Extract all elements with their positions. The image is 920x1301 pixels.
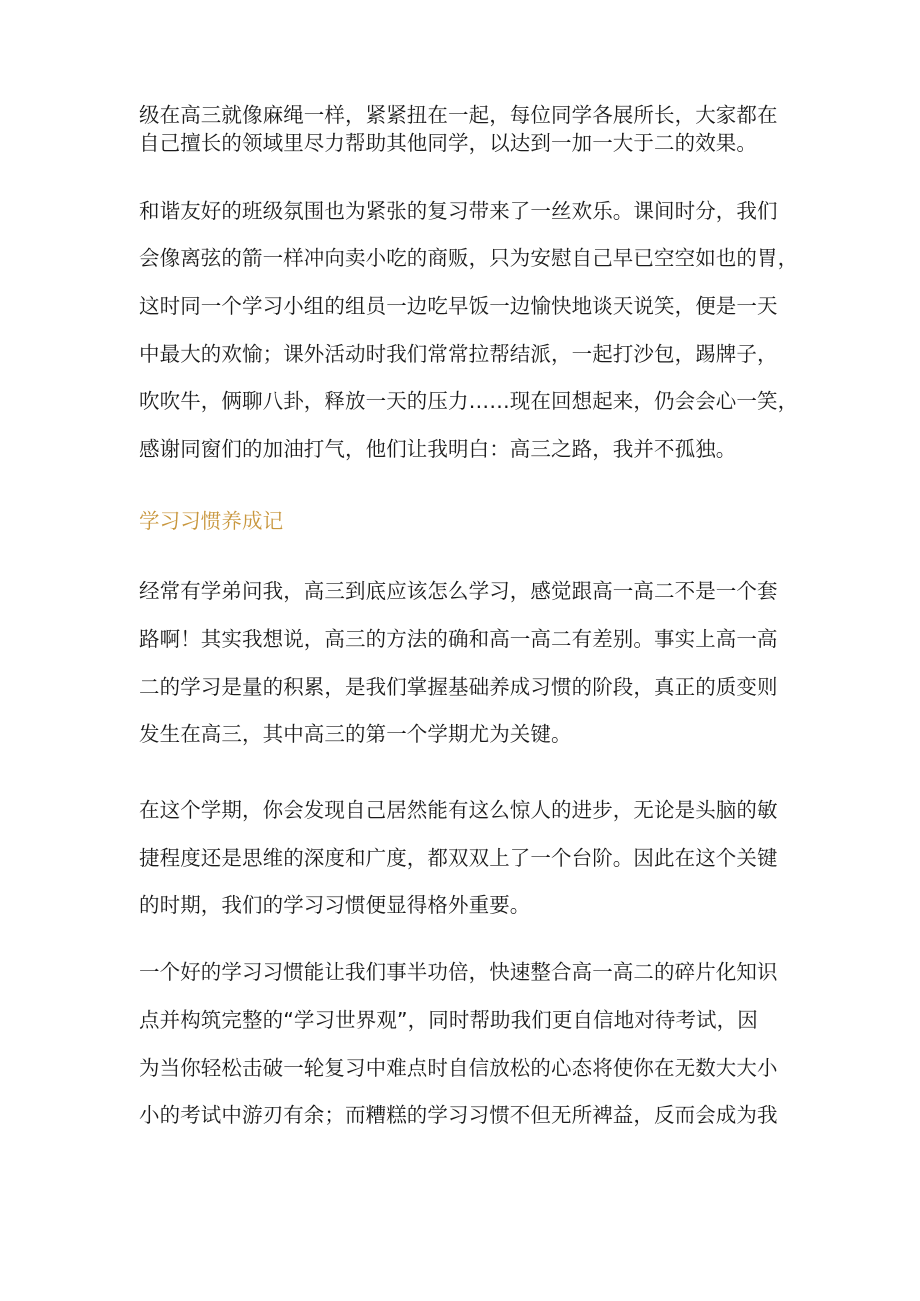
paragraph-5-line-3: 为当你轻松击破一轮复习中难点时自信放松的心态将使你在无数大大小: [139, 1056, 778, 1080]
paragraph-1-line-1: 级在高三就像麻绳一样，紧紧扭在一起，每位同学各展所长，大家都在: [139, 103, 778, 127]
paragraph-1-line-2: 自己擅长的领域里尽力帮助其他同学，以达到一加一大于二的效果。: [139, 131, 757, 155]
paragraph-2-line-2: 会像离弦的箭一样冲向卖小吃的商贩，只为安慰自己早已空空如也的胃，: [139, 246, 799, 270]
paragraph-5-line-4: 小的考试中游刃有余；而糟糕的学习习惯不但无所裨益，反而会成为我: [139, 1103, 778, 1127]
paragraph-3-line-3: 二的学习是量的积累，是我们掌握基础养成习惯的阶段，真正的质变则: [139, 675, 778, 699]
paragraph-2-line-3: 这时同一个学习小组的组员一边吃早饭一边愉快地谈天说笑，便是一天: [139, 294, 778, 318]
paragraph-2-line-5: 吹吹牛，俩聊八卦，释放一天的压力……现在回想起来，仍会会心一笑，: [139, 389, 799, 413]
paragraph-3-line-2: 路啊！其实我想说，高三的方法的确和高一高二有差别。事实上高一高: [139, 627, 778, 651]
paragraph-2-line-6: 感谢同窗们的加油打气，他们让我明白：高三之路，我并不孤独。: [139, 437, 737, 461]
section-heading: 学习习惯养成记: [139, 509, 284, 533]
paragraph-3-line-4: 发生在高三，其中高三的第一个学期尤为关键。: [139, 722, 572, 746]
paragraph-4-line-3: 的时期，我们的学习习惯便显得格外重要。: [139, 893, 531, 917]
paragraph-4-line-2: 捷程度还是思维的深度和广度，都双双上了一个台阶。因此在这个关键: [139, 846, 778, 870]
paragraph-3-line-1: 经常有学弟问我，高三到底应该怎么学习，感觉跟高一高二不是一个套: [139, 579, 778, 603]
paragraph-2-line-1: 和谐友好的班级氛围也为紧张的复习带来了一丝欢乐。课间时分，我们: [139, 199, 778, 223]
paragraph-4-line-1: 在这个学期，你会发现自己居然能有这么惊人的进步，无论是头脑的敏: [139, 798, 778, 822]
paragraph-5-line-2: 点并构筑完整的“学习世界观”，同时帮助我们更自信地对待考试，因: [139, 1008, 758, 1032]
paragraph-5-line-1: 一个好的学习习惯能让我们事半功倍，快速整合高一高二的碎片化知识: [139, 960, 778, 984]
paragraph-2-line-4: 中最大的欢愉；课外活动时我们常常拉帮结派，一起打沙包，踢牌子，: [139, 342, 778, 366]
